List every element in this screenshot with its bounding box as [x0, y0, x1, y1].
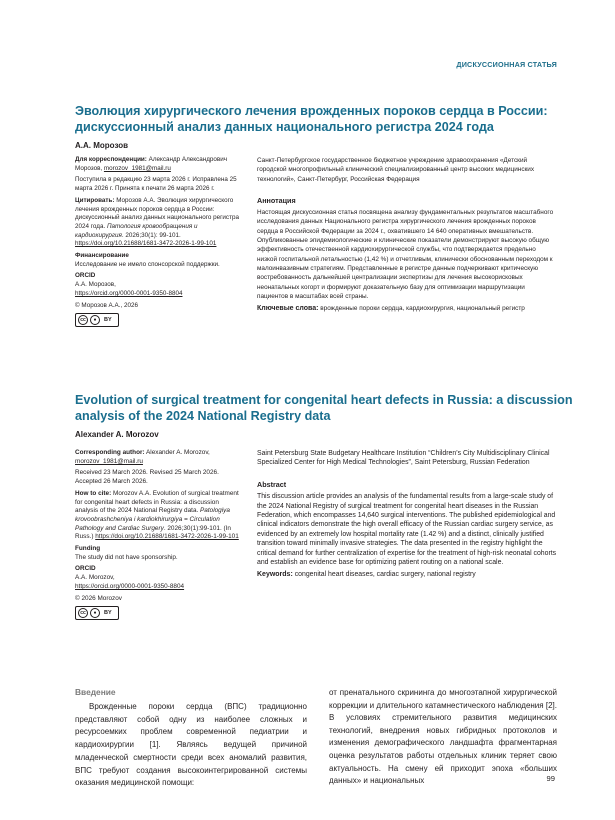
correspondence-en: Corresponding author: Alexander A. Morozov, morozov_1981@mail.ru	[75, 449, 210, 465]
affiliation-en: Saint Petersburg State Budgetary Healthcare Institution “Children’s City Multidisciplinary Clinical Specialized Center for High Medical Technologies”, Saint Petersburg, Russian Federation	[257, 450, 550, 467]
abstract-column-en	[257, 449, 557, 580]
abstract-heading-ru: Аннотация	[257, 195, 296, 205]
correspondence-email-en[interactable]: morozov_1981@mail.ru	[75, 457, 143, 465]
funding-ru: Финансирование Исследование не имело спонсорской поддержки.	[75, 252, 220, 268]
orcid-en: ORCID A.A. Morozov, https://orcid.org/0000-0001-9350-8804	[75, 565, 185, 590]
copyright-en: © 2026 Morozov	[75, 594, 122, 602]
page-number: 99	[546, 774, 555, 783]
introduction-heading: Введение	[75, 687, 116, 697]
cite-ru: Цитировать: Морозов А.А. Эволюция хирургического лечения врожденных пороков сердца в России: дискуссионный анализ данных национального регистра 2024 года. Патология кровообращения и кардиохирургия. 2026;30(1): 99-101. https://doi.org/10.21688/1681-3472-2026-1-99-101	[75, 196, 239, 248]
title-ru: Эволюция хирургического лечения врожденных пороков сердца в России: дискуссионный анализ данных национального регистра 2024 года	[75, 104, 548, 134]
affiliation-ru: Санкт-Петербургское государственное бюджетное учреждение здравоохранения «Детский городской многопрофильный клинический специализированный центр высоких медицинских технологий», Санкт-Петербург, Российская Федерация	[257, 157, 535, 183]
metadata-en	[75, 449, 243, 620]
doi-link-ru[interactable]: https://doi.org/10.21688/1681-3472-2026-1-99-101	[75, 240, 217, 248]
doi-link-en[interactable]: https://doi.org/10.21688/1681-3472-2026-1-99-101	[95, 533, 239, 541]
abstract-text-ru: Настоящая дискуссионная статья посвящена анализу фундаментальных результатов масштабного исследования данных Национального регистра хирургического лечения врожденных пороков сердца в Российской Федерации за 2024 г., охватившего 14 640 оперативных вмешательств. Опубликованные эпидемиологические и клинические показатели демонстрируют высокую общую эффективность отечественной кардиохирургической службы, что подтверждается предельно низкой госпитальной летальностью (1,42 %) и отчетливым, клинически обоснованным переходом к малоинвазивным стратегиям. Представленные в регистре данные подчеркивают критическую востребованность дальнейшей централизации экспертизы для лечения высокорисковых неонатальных когорт и формируют доказательную базу для оптимизации маршрутизации пациентов в масштабах всей страны.	[257, 209, 554, 300]
cc-icon: cc	[78, 315, 88, 325]
cc-icon: cc	[78, 608, 88, 618]
section-label: ДИСКУССИОННАЯ СТАТЬЯ	[456, 60, 557, 69]
title-en: Evolution of surgical treatment for congenital heart defects in Russia: a discussion analysis of the 2024 National Registry data	[75, 393, 573, 423]
funding-en: Funding The study did not have sponsorship.	[75, 545, 178, 561]
cite-en: How to cite: Morozov A.A. Evolution of surgical treatment for congenital heart defects in Russia: a discussion analysis of the 2024 National Registry data. Patologiya krovoobrashcheniya i kardiokhirurgiya = Circulation Pathology and Cardiac Surgery. 2026;30(1):99-101. (In Russ.) https://doi.org/10.21688/1681-3472-2026-1-99-101	[75, 489, 239, 541]
received-ru: Поступила в редакцию 23 марта 2026 г. Исправлена 25 марта 2026 г. Принята к печати 26 марта 2026 г.	[75, 176, 237, 193]
introduction-left-column: Врожденные пороки сердца (ВПС) традиционно представляют собой одну из наиболее сложных и ресурсоемких проблем современной педиатрии и кардиохирургии [1]. Являясь ведущей причиной младенческой смертности среди всех аномалий развития, ВПС требуют создания высокоинтегрированной системы оказания медицинской помощи:	[75, 702, 307, 788]
keywords-ru: Ключевые слова: врожденные пороки сердца, кардиохирургия, национальный регистр	[257, 305, 525, 313]
introduction-right-column: от пренатального скрининга до многоэтапной хирургической коррекции и длительного катамнестического наблюдения [2]. В условиях стремительного развития медицинских технологий, внедрения новых гибридных протоколов и изменения демографического ландшафта фрагментарная оценка результатов работы отдельных клиник теряет свою актуальность. На смену ей приходит эпоха «больших данных» и национальных	[329, 688, 557, 786]
abstract-text-en: This discussion article provides an analysis of the fundamental results from a large-scale study of the 2024 National Registry of surgical treatment for congenital heart diseases in the Russian Federation, which encompasses 14,640 surgical interventions. The published epidemiological and clinical indicators demonstrate the high overall efficacy of the Russian cardiac surgery service, as evidenced by an extremely low hospital mortality rate (1.42 %) and a distinct, clinically justified transition toward minimally invasive strategies. The data presented in the registry highlight the critical demand for further centralization of expertise for the treatment of high-risk neonatal cohorts and establish an evidence base for optimizing patient routing on a national scale.	[257, 493, 557, 567]
correspondence-email-ru[interactable]: morozov_1981@mail.ru	[103, 164, 171, 172]
person-icon: ●	[90, 315, 100, 325]
cc-by-badge-en[interactable]: cc ● BY	[75, 606, 119, 620]
cc-by-badge-ru[interactable]: cc ● BY	[75, 313, 119, 327]
abstract-heading-en: Abstract	[257, 479, 287, 489]
orcid-link-en[interactable]: https://orcid.org/0000-0001-9350-8804	[75, 582, 185, 590]
orcid-ru: ORCID А.А. Морозов, https://orcid.org/0000-0001-9350-8804	[75, 272, 183, 297]
received-en: Received 23 March 2026. Revised 25 March 2026. Accepted 26 March 2026.	[75, 469, 219, 486]
person-icon: ●	[90, 608, 100, 618]
author-ru: А.А. Морозов	[75, 141, 129, 150]
orcid-link-ru[interactable]: https://orcid.org/0000-0001-9350-8804	[75, 289, 183, 297]
keywords-en: Keywords: congenital heart diseases, cardiac surgery, national registry	[257, 571, 476, 579]
author-en: Alexander A. Morozov	[75, 430, 159, 439]
metadata-ru	[75, 156, 243, 327]
correspondence-ru: Для корреспонденции: Александр Александрович Морозов, morozov_1981@mail.ru	[75, 156, 228, 172]
abstract-column-ru	[257, 156, 557, 313]
copyright-ru: © Морозов А.А., 2026	[75, 301, 138, 309]
